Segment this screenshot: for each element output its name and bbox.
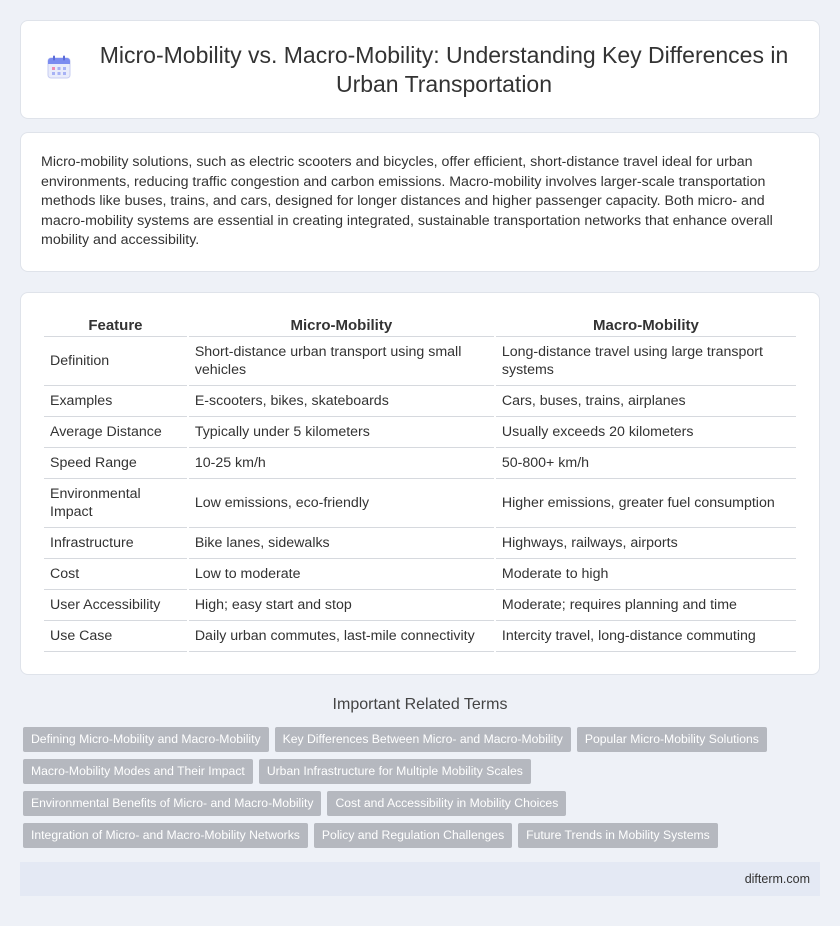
page-title: Micro-Mobility vs. Macro-Mobility: Understanding Key Differences in Urban Transportation [99, 41, 789, 97]
related-term-tag[interactable]: Macro-Mobility Modes and Their Impact [23, 759, 253, 784]
related-terms-heading: Important Related Terms [332, 696, 508, 713]
row-micro: Daily urban commutes, last-mile connectivity [189, 621, 494, 652]
related-term-tag[interactable]: Popular Micro-Mobility Solutions [577, 727, 767, 752]
row-feature: Definition [44, 337, 187, 386]
table-header-row [44, 315, 796, 337]
row-feature: Examples [44, 386, 187, 417]
tag-row [23, 759, 823, 784]
row-feature: Environmental Impact [44, 479, 187, 528]
header-micro-mobility: Micro-Mobility [189, 315, 494, 337]
row-macro: 50-800+ km/h [496, 448, 796, 479]
row-macro: Moderate; requires planning and time [496, 590, 796, 621]
row-micro: Low to moderate [189, 559, 494, 590]
row-feature: User Accessibility [44, 590, 187, 621]
table-row [44, 590, 796, 621]
row-macro: Higher emissions, greater fuel consumption [496, 479, 796, 528]
table-row [44, 479, 796, 528]
row-feature: Average Distance [44, 417, 187, 448]
row-micro: E-scooters, bikes, skateboards [189, 386, 494, 417]
row-feature: Use Case [44, 621, 187, 652]
tag-row [23, 823, 823, 848]
row-micro: Bike lanes, sidewalks [189, 528, 494, 559]
calendar-icon [46, 54, 72, 80]
table-row [44, 559, 796, 590]
row-micro: Short-distance urban transport using small vehicles [189, 337, 494, 386]
table-row [44, 337, 796, 386]
comparison-table-card [20, 292, 820, 675]
table-row [44, 448, 796, 479]
related-term-tag[interactable]: Defining Micro-Mobility and Macro-Mobility [23, 727, 269, 752]
row-micro: 10-25 km/h [189, 448, 494, 479]
related-term-tag[interactable]: Environmental Benefits of Micro- and Macro-Mobility [23, 791, 321, 816]
row-feature: Speed Range [44, 448, 187, 479]
row-macro: Highways, railways, airports [496, 528, 796, 559]
row-macro: Cars, buses, trains, airplanes [496, 386, 796, 417]
related-term-tag[interactable]: Integration of Micro- and Macro-Mobility Networks [23, 823, 308, 848]
row-micro: High; easy start and stop [189, 590, 494, 621]
related-term-tag[interactable]: Cost and Accessibility in Mobility Choices [327, 791, 566, 816]
row-macro: Intercity travel, long-distance commuting [496, 621, 796, 652]
related-terms-list [23, 727, 823, 855]
row-feature: Infrastructure [44, 528, 187, 559]
tag-row [23, 791, 823, 816]
row-feature: Cost [44, 559, 187, 590]
row-micro: Typically under 5 kilometers [189, 417, 494, 448]
header-feature: Feature [44, 315, 187, 337]
related-term-tag[interactable]: Key Differences Between Micro- and Macro-Mobility [275, 727, 571, 752]
comparison-table [42, 315, 798, 652]
row-macro: Moderate to high [496, 559, 796, 590]
related-term-tag[interactable]: Policy and Regulation Challenges [314, 823, 512, 848]
header-card [20, 20, 820, 119]
footer [20, 862, 820, 896]
row-micro: Low emissions, eco-friendly [189, 479, 494, 528]
table-row [44, 621, 796, 652]
tag-row [23, 727, 823, 752]
table-row [44, 386, 796, 417]
header-macro-mobility: Macro-Mobility [496, 315, 796, 337]
table-row [44, 417, 796, 448]
intro-card [20, 132, 820, 272]
footer-site-link[interactable]: difterm.com [744, 872, 810, 886]
row-macro: Long-distance travel using large transport systems [496, 337, 796, 386]
related-term-tag[interactable]: Future Trends in Mobility Systems [518, 823, 718, 848]
table-row [44, 528, 796, 559]
intro-paragraph: Micro-mobility solutions, such as electric scooters and bicycles, offer efficient, short-distance travel ideal for urban environments, reducing traffic congestion and carbon emissions. Macro-mobility involves larger-scale transportation methods like buses, trains, and cars, designed for longer distances and higher passenger capacity. Both micro- and macro-mobility systems are essential in creating integrated, sustainable transportation networks that enhance overall mobility and accessibility. [41, 154, 773, 249]
related-term-tag[interactable]: Urban Infrastructure for Multiple Mobility Scales [259, 759, 531, 784]
row-macro: Usually exceeds 20 kilometers [496, 417, 796, 448]
